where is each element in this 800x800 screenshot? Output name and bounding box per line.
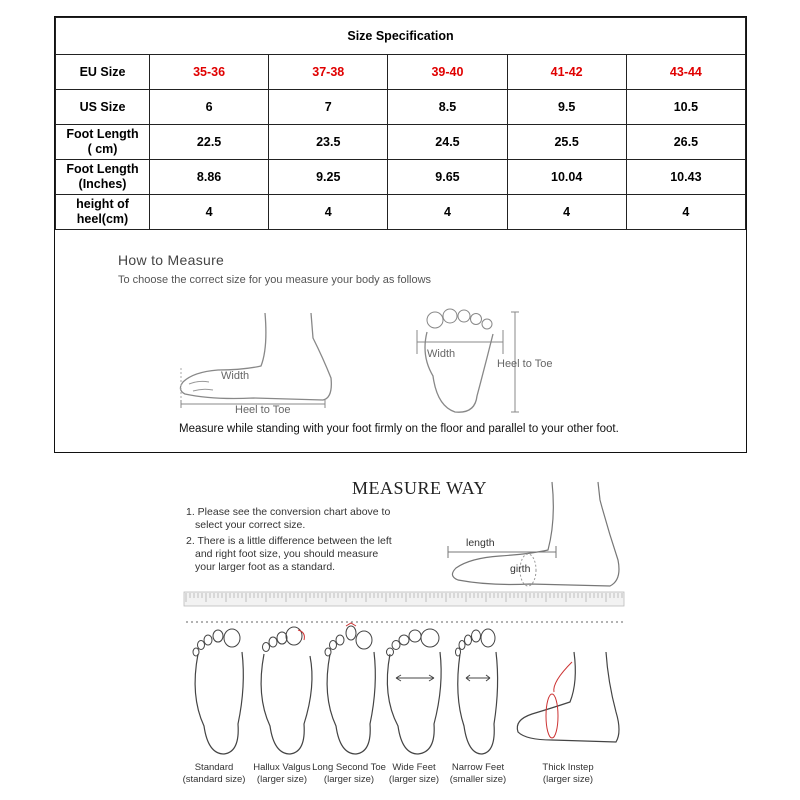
foot-standard-illustration bbox=[192, 626, 248, 756]
table-cell: 4 bbox=[269, 195, 388, 230]
table-cell: 10.04 bbox=[507, 160, 626, 195]
table-cell: 23.5 bbox=[269, 125, 388, 160]
length-label: length bbox=[466, 537, 495, 549]
table-cell: 4 bbox=[150, 195, 269, 230]
foot-wide-feet-illustration bbox=[386, 626, 446, 756]
table-cell: 39-40 bbox=[388, 55, 507, 90]
instruction-2-line-2: and right foot size, you should measure bbox=[195, 548, 379, 560]
measure-way-title: MEASURE WAY bbox=[352, 478, 488, 498]
foot-type-name: Hallux Valgus bbox=[253, 762, 311, 773]
row-label-line: heel(cm) bbox=[76, 212, 129, 226]
dotted-separator bbox=[186, 620, 626, 624]
row-label bbox=[56, 160, 150, 195]
instruction-1-line-1: 1. Please see the conversion chart above to bbox=[186, 506, 391, 518]
row-label bbox=[56, 125, 150, 160]
foot-type-size-note: (larger size) bbox=[323, 774, 375, 785]
foot-type-name: Standard bbox=[194, 762, 234, 773]
table-row bbox=[56, 125, 746, 160]
measure-instruction-1 bbox=[186, 506, 390, 532]
length-girth-foot-illustration bbox=[430, 480, 630, 595]
foot-type-name: Thick Instep bbox=[542, 762, 594, 773]
side-heel-to-toe-label: Heel to Toe bbox=[235, 404, 291, 416]
row-label-line: US Size bbox=[79, 99, 126, 114]
table-cell: 4 bbox=[507, 195, 626, 230]
foot-type-size-note: (smaller size) bbox=[449, 774, 507, 785]
row-label-line: Foot Length bbox=[66, 162, 139, 176]
foot-narrow-feet-illustration bbox=[450, 626, 506, 756]
table-cell: 8.5 bbox=[388, 90, 507, 125]
instruction-2-line-1: 2. There is a little difference between the left bbox=[186, 535, 392, 547]
foot-type-label bbox=[528, 762, 608, 786]
table-cell: 24.5 bbox=[388, 125, 507, 160]
row-label-line: height of bbox=[76, 197, 129, 211]
girth-label: girth bbox=[510, 563, 531, 575]
table-cell: 10.43 bbox=[626, 160, 745, 195]
table-cell: 6 bbox=[150, 90, 269, 125]
foot-long-second-toe-illustration bbox=[324, 626, 380, 756]
instruction-2-line-3: your larger foot as a standard. bbox=[195, 561, 336, 573]
table-cell: 37-38 bbox=[269, 55, 388, 90]
foot-type-size-note: (larger size) bbox=[542, 774, 594, 785]
foot-type-name: Wide Feet bbox=[392, 762, 436, 773]
table-cell: 35-36 bbox=[150, 55, 269, 90]
table-row bbox=[56, 55, 746, 90]
table-cell: 7 bbox=[269, 90, 388, 125]
table-row bbox=[56, 195, 746, 230]
table-cell: 9.5 bbox=[507, 90, 626, 125]
table-cell: 41-42 bbox=[507, 55, 626, 90]
foot-type-name: Long Second Toe bbox=[312, 762, 386, 773]
table-cell: 9.65 bbox=[388, 160, 507, 195]
table-cell: 9.25 bbox=[269, 160, 388, 195]
row-label-line: ( cm) bbox=[87, 142, 118, 156]
sole-heel-to-toe-label: Heel to Toe bbox=[497, 358, 553, 370]
table-cell: 43-44 bbox=[626, 55, 745, 90]
how-to-measure-section bbox=[55, 228, 746, 452]
table-cell: 22.5 bbox=[150, 125, 269, 160]
ruler bbox=[184, 590, 624, 610]
table-row bbox=[56, 90, 746, 125]
foot-type-size-note: (larger size) bbox=[256, 774, 308, 785]
row-label bbox=[56, 90, 150, 125]
table-row bbox=[56, 160, 746, 195]
row-label-line: EU Size bbox=[79, 64, 126, 79]
foot-type-size-note: (larger size) bbox=[388, 774, 440, 785]
row-label bbox=[56, 195, 150, 230]
foot-hallux-valgus-illustration bbox=[258, 626, 314, 756]
measure-instruction-2 bbox=[186, 535, 392, 574]
instruction-1-line-2: select your correct size. bbox=[195, 519, 306, 531]
table-title: Size Specification bbox=[56, 18, 746, 55]
size-specification-panel bbox=[54, 16, 747, 453]
row-label-line: (Inches) bbox=[78, 177, 127, 191]
how-to-measure-title: How to Measure bbox=[118, 252, 225, 268]
table-cell: 4 bbox=[388, 195, 507, 230]
foot-type-size-note: (standard size) bbox=[182, 774, 246, 785]
table-cell: 25.5 bbox=[507, 125, 626, 160]
row-label-line: Foot Length bbox=[66, 127, 139, 141]
table-cell: 4 bbox=[626, 195, 745, 230]
table-cell: 10.5 bbox=[626, 90, 745, 125]
measure-note: Measure while standing with your foot firmly on the floor and parallel to your other foot. bbox=[179, 423, 619, 435]
foot-thick-instep-illustration bbox=[512, 652, 622, 758]
side-width-label: Width bbox=[221, 370, 250, 382]
table-cell: 26.5 bbox=[626, 125, 745, 160]
table-cell: 8.86 bbox=[150, 160, 269, 195]
how-to-measure-subtitle: To choose the correct size for you measure your body as follows bbox=[118, 274, 432, 286]
sole-width-label: Width bbox=[427, 348, 456, 360]
size-table bbox=[55, 17, 746, 230]
foot-type-label bbox=[438, 762, 518, 786]
foot-type-name: Narrow Feet bbox=[451, 762, 505, 773]
row-label bbox=[56, 55, 150, 90]
